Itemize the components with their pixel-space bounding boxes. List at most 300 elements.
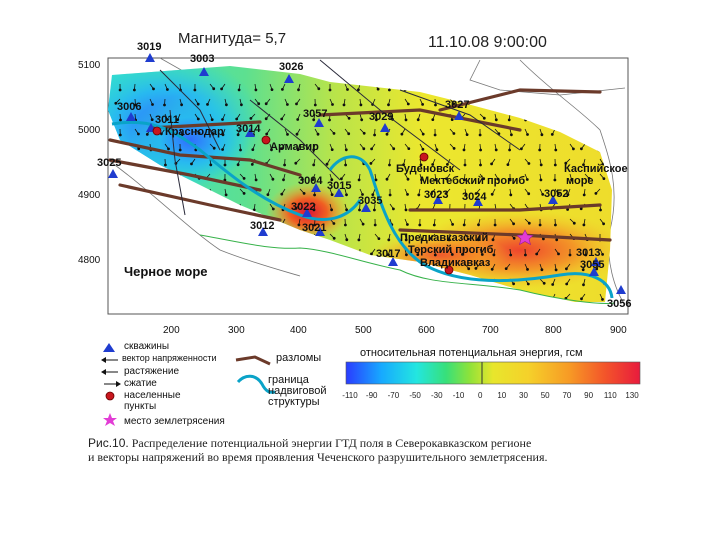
vector-arrow-head xyxy=(602,253,604,255)
vector-arrow-head xyxy=(528,222,530,224)
well-label: 3027 xyxy=(445,99,470,111)
vector-arrow-head xyxy=(343,104,345,106)
vector-arrow-head xyxy=(346,209,348,211)
colorbar-tick-label: -50 xyxy=(409,391,421,400)
vector-arrow-head xyxy=(389,194,391,196)
well-label: 3011 xyxy=(155,114,179,126)
vector-arrow-head xyxy=(251,163,253,165)
vector-arrow-head xyxy=(567,209,569,211)
vector-arrow-head xyxy=(146,133,148,135)
magnitude-label: Магнитуда= 5,7 xyxy=(178,30,287,47)
vector-arrow-head xyxy=(554,164,556,166)
vector-arrow-head xyxy=(405,119,407,121)
vector-arrow-head xyxy=(297,119,299,121)
vector-arrow-head xyxy=(166,89,168,91)
label-mekteb: Мектебский прогиб xyxy=(420,175,526,187)
vector-arrow-head xyxy=(296,103,298,105)
well-label: 3013 xyxy=(576,247,601,259)
vector-arrow-head xyxy=(524,254,526,256)
vector-arrow-head xyxy=(133,89,135,91)
legend-boundary-line1: граница xyxy=(268,374,309,386)
well-label: 3006 xyxy=(117,101,142,113)
vector-arrow-head xyxy=(389,164,391,166)
well-label: 3024 xyxy=(462,191,487,203)
vector-arrow-head xyxy=(463,149,465,151)
y-tick: 5100 xyxy=(78,60,101,71)
vector-arrow-head xyxy=(583,194,585,196)
colorbar-tick-label: -30 xyxy=(431,391,443,400)
caption-line1: Распределение потенциальной энергии ГТД поля в Северокавказском регионе xyxy=(131,436,532,450)
vector-arrow-head xyxy=(281,88,283,90)
vector-arrow-head xyxy=(491,163,493,165)
legend-stretch-label: растяжение xyxy=(124,366,180,377)
vector-arrow-head xyxy=(495,149,497,151)
colorbar-tick-label: -90 xyxy=(365,391,378,400)
vector-arrow-head xyxy=(528,193,530,195)
colorbar xyxy=(346,362,640,384)
vector-arrow-head xyxy=(295,162,297,164)
settlement-budennovsk xyxy=(420,153,428,161)
legend-settlements-label xyxy=(124,390,181,412)
vector-arrow-head xyxy=(197,118,199,120)
vector-arrow-head xyxy=(556,239,558,241)
x-tick: 500 xyxy=(355,325,372,336)
vector-arrow-head xyxy=(317,133,319,135)
vector-arrow-head xyxy=(361,119,363,121)
label-krasnodar: Краснодар xyxy=(165,126,224,138)
label-predkav-2: Терский прогиб xyxy=(408,244,494,256)
colorbar-tick-label: -10 xyxy=(452,391,465,400)
vector-arrow-head xyxy=(222,119,224,121)
vector-arrow-head xyxy=(253,209,255,211)
vector-arrow-head xyxy=(168,148,170,150)
vector-arrow-head xyxy=(580,208,582,210)
vector-arrow-head xyxy=(495,119,497,121)
vector-arrow-head xyxy=(479,134,481,136)
vector-arrow-head xyxy=(210,164,212,166)
well-label: 3021 xyxy=(302,222,327,234)
vector-arrow-head xyxy=(539,224,541,226)
vector-arrow-head xyxy=(314,104,316,106)
vector-arrow-head xyxy=(435,104,437,106)
vector-arrow-head xyxy=(240,104,242,106)
vector-arrow-head xyxy=(298,224,300,226)
vector-arrow-head xyxy=(363,148,365,150)
colorbar-tick-label: -70 xyxy=(387,391,400,400)
x-tick: 900 xyxy=(610,325,627,336)
legend-boundary-label xyxy=(268,375,326,408)
vector-arrow-head xyxy=(318,88,320,90)
label-armavir: Армавир xyxy=(270,141,319,153)
vector-arrow-head xyxy=(422,148,424,150)
vector-arrow-head xyxy=(520,148,522,150)
vector-arrow-head xyxy=(252,149,254,151)
vector-arrow-head xyxy=(581,298,583,300)
vector-arrow-head xyxy=(303,192,305,194)
vector-arrow-head xyxy=(272,208,274,210)
well-label: 3014 xyxy=(236,123,261,135)
vector-arrow-head xyxy=(243,192,245,194)
label-budennovsk: Буденовск xyxy=(396,163,455,175)
legend-settlement-icon xyxy=(106,392,114,400)
vector-arrow-head xyxy=(224,164,226,166)
vector-arrow-head xyxy=(491,193,493,195)
vector-arrow-head xyxy=(326,163,328,165)
vector-arrow-head xyxy=(207,103,209,105)
colorbar-tick-label: 90 xyxy=(584,391,594,400)
vector-arrow-head xyxy=(422,103,424,105)
y-tick: 4800 xyxy=(78,255,101,266)
vector-arrow-head xyxy=(197,103,199,105)
vector-arrow-head xyxy=(573,222,575,224)
vector-arrow-head xyxy=(539,149,541,151)
vector-arrow-head xyxy=(602,298,604,300)
colorbar-title: относительная потенциальная энергия, гсм xyxy=(360,347,583,359)
x-tick: 200 xyxy=(163,325,180,336)
vector-arrow-head xyxy=(374,224,376,226)
colorbar-ticks xyxy=(342,391,639,400)
vector-arrow-head xyxy=(344,224,346,226)
well-label: 3012 xyxy=(250,220,275,232)
vector-arrow-head xyxy=(120,119,122,121)
legend-boundary-line3: структуры xyxy=(268,396,320,408)
vector-arrow-head xyxy=(508,119,510,121)
vector-arrow-head xyxy=(345,164,347,166)
vector-arrow-head xyxy=(265,103,267,105)
vector-arrow-head xyxy=(225,194,227,196)
vector-arrow-head xyxy=(419,224,421,226)
legend-epicenter-label: место землетрясения xyxy=(124,416,225,427)
vector-arrow-head xyxy=(284,164,286,166)
label-black-sea: Черное море xyxy=(124,264,208,279)
vector-arrow-head xyxy=(255,89,257,91)
vector-arrow-head xyxy=(417,119,419,121)
vector-arrow-head xyxy=(480,149,482,151)
vector-arrow-head xyxy=(405,209,407,211)
vector-arrow-head xyxy=(265,118,267,120)
vector-arrow-head xyxy=(377,88,379,90)
vector-arrow-head xyxy=(238,89,240,91)
vector-arrow-head xyxy=(491,268,493,270)
vector-arrow-head xyxy=(331,209,333,211)
vector-arrow-head xyxy=(296,133,298,135)
legend-wells-label: скважины xyxy=(124,341,170,352)
colorbar-tick-label: 130 xyxy=(625,391,639,400)
vector-arrow-head xyxy=(386,133,388,135)
vector-arrow-head xyxy=(138,148,140,150)
vector-arrow-head xyxy=(258,103,260,105)
vector-arrow-head xyxy=(358,239,360,241)
vector-arrow-head xyxy=(554,179,556,181)
legend-well-icon xyxy=(103,343,115,352)
vector-arrow-head xyxy=(552,284,554,286)
x-tick: 300 xyxy=(228,325,245,336)
vector-arrow-head xyxy=(451,119,453,121)
vector-arrow-head xyxy=(527,268,529,270)
label-predkav-1: Предкавказский xyxy=(400,232,489,244)
vector-arrow-head xyxy=(566,283,568,285)
colorbar-tick-label: -110 xyxy=(342,391,358,400)
vector-arrow-head xyxy=(513,283,515,285)
vector-arrow-head xyxy=(528,163,530,165)
vector-arrow-head xyxy=(194,89,196,91)
legend-settlements-line2: пункты xyxy=(124,401,157,412)
vector-arrow-head xyxy=(478,224,480,226)
vector-arrow-head xyxy=(527,283,529,285)
legend-boundary-line2: надвиговой xyxy=(268,385,327,397)
vector-arrow-head xyxy=(375,179,377,181)
vector-arrow-head xyxy=(137,133,139,135)
legend-compress-label: сжатие xyxy=(124,378,157,389)
vector-arrow-head xyxy=(281,118,283,120)
vector-arrow-head xyxy=(507,164,509,166)
vector-arrow-head xyxy=(222,149,224,151)
vector-arrow-head xyxy=(492,239,494,241)
colorbar-tick-label: 110 xyxy=(603,391,617,400)
well-label: 3052 xyxy=(544,188,569,200)
vector-arrow-head xyxy=(551,133,553,135)
vector-arrow-head xyxy=(357,89,359,91)
vector-arrow-head xyxy=(432,119,434,121)
vector-arrow-head xyxy=(164,164,166,166)
vector-arrow-head xyxy=(298,89,300,91)
vector-arrow-head xyxy=(526,179,528,181)
vector-arrow-head xyxy=(558,253,560,255)
vector-arrow-head xyxy=(346,239,348,241)
vector-arrow-head xyxy=(283,179,285,181)
settlement-armavir xyxy=(262,136,270,144)
vector-arrow-head xyxy=(333,132,335,134)
well-label: 3055 xyxy=(580,259,605,271)
vector-arrow-head xyxy=(271,89,273,91)
vector-arrow-head xyxy=(211,119,213,121)
vector-arrow-head xyxy=(333,223,335,225)
vector-arrow-head xyxy=(348,117,350,119)
vector-arrow-head xyxy=(119,134,121,136)
vector-arrow-head xyxy=(433,224,435,226)
vector-arrow-head xyxy=(464,164,466,166)
vector-arrow-head xyxy=(331,194,333,196)
vector-arrow-head xyxy=(536,253,538,255)
vector-arrow-head xyxy=(595,192,597,194)
vector-arrow-head xyxy=(386,178,388,180)
vector-arrow-head xyxy=(314,194,316,196)
caption-line2: и векторы напряжений во время проявления Чеченского разрушительного землетрясения. xyxy=(88,450,548,464)
vector-arrow-head xyxy=(509,149,511,151)
vector-arrow-head xyxy=(505,268,507,270)
vector-arrow-head xyxy=(407,178,409,180)
well-label: 3025 xyxy=(97,157,122,169)
vector-arrow-head xyxy=(388,104,390,106)
vector-arrow-head xyxy=(388,239,390,241)
well-label: 3057 xyxy=(303,108,328,120)
vector-arrow-head xyxy=(600,209,602,211)
x-tick: 600 xyxy=(418,325,435,336)
vector-arrow-head xyxy=(191,163,193,165)
vector-arrow-head xyxy=(213,88,215,90)
vector-arrow-head xyxy=(434,134,436,136)
vector-arrow-head xyxy=(513,237,515,239)
vector-arrow-head xyxy=(510,254,512,256)
well-label: 3026 xyxy=(279,61,304,73)
vector-arrow-head xyxy=(152,104,154,106)
vector-arrow-head xyxy=(348,133,350,135)
vector-arrow-head xyxy=(332,104,334,106)
well-label: 3003 xyxy=(190,53,215,65)
vector-arrow-head xyxy=(483,117,485,119)
vector-arrow-head xyxy=(164,104,166,106)
well-label: 3023 xyxy=(424,189,449,201)
well-label: 3022 xyxy=(291,201,316,213)
label-caspian-1: Каспийское xyxy=(564,163,628,175)
vector-arrow-head xyxy=(555,269,557,271)
vector-arrow-head xyxy=(362,223,364,225)
vector-arrow-head xyxy=(542,238,544,240)
vector-arrow-head xyxy=(286,104,288,106)
legend-faults-label: разломы xyxy=(276,352,322,364)
well-label: 3017 xyxy=(376,248,401,260)
vector-arrow-head xyxy=(494,224,496,226)
vector-arrow-head xyxy=(583,224,585,226)
vector-arrow-head xyxy=(569,254,571,256)
vector-arrow-head xyxy=(213,147,215,149)
colorbar-tick-label: 0 xyxy=(477,391,483,400)
vector-arrow-head xyxy=(358,179,360,181)
vector-arrow-head xyxy=(540,179,542,181)
y-tick: 5000 xyxy=(78,125,101,136)
figure-caption xyxy=(88,436,648,464)
vector-arrow-head xyxy=(255,179,257,181)
well-label: 3029 xyxy=(369,111,394,123)
vector-arrow-head xyxy=(363,132,365,134)
well-label: 3056 xyxy=(607,298,632,310)
vector-arrow-head xyxy=(388,89,390,91)
vector-arrow-head xyxy=(221,88,223,90)
vector-arrow-head xyxy=(408,148,410,150)
vector-arrow-head xyxy=(313,164,315,166)
x-tick: 700 xyxy=(482,325,499,336)
vector-arrow-head xyxy=(418,194,420,196)
vector-arrow-head xyxy=(543,282,545,284)
vector-arrow-head xyxy=(580,148,582,150)
vector-arrow-head xyxy=(407,193,409,195)
caption-label: Рис.10. xyxy=(88,436,129,450)
legend-vector-label: вектор напряженности xyxy=(122,353,217,363)
vector-arrow-head xyxy=(540,164,542,166)
vector-arrow-head xyxy=(179,149,181,151)
vector-arrow-head xyxy=(436,149,438,151)
datetime-label: 11.10.08 9:00:00 xyxy=(428,34,547,51)
vector-arrow-head xyxy=(453,133,455,135)
vector-arrow-head xyxy=(565,268,567,270)
vector-arrow-head xyxy=(333,237,335,239)
vector-arrow-head xyxy=(287,133,289,135)
vector-arrow-head xyxy=(360,104,362,106)
vector-arrow-head xyxy=(393,148,395,150)
vector-arrow-head xyxy=(453,147,455,149)
x-tick: 800 xyxy=(545,325,562,336)
vector-arrow-head xyxy=(346,194,348,196)
vector-arrow-head xyxy=(236,118,238,120)
vector-arrow-head xyxy=(452,223,454,225)
vector-arrow-head xyxy=(603,178,605,180)
vector-arrow-head xyxy=(181,104,183,106)
vector-arrow-head xyxy=(583,284,585,286)
legend-fault-icon xyxy=(236,357,270,364)
vector-arrow-head xyxy=(541,269,543,271)
vector-arrow-head xyxy=(603,223,605,225)
vector-arrow-head xyxy=(153,88,155,90)
vector-arrow-head xyxy=(240,149,242,151)
label-caspian-2: море xyxy=(566,175,594,187)
label-vladikavkaz: Владикавказ xyxy=(420,257,491,269)
colorbar-tick-label: 50 xyxy=(540,391,550,400)
vector-arrow-head xyxy=(371,148,373,150)
vector-arrow-head xyxy=(331,149,333,151)
vector-arrow-head xyxy=(463,224,465,226)
vector-arrow-head xyxy=(151,119,153,121)
colorbar-tick-label: 70 xyxy=(562,391,572,400)
colorbar-tick-label: 10 xyxy=(497,391,507,400)
well-3021 xyxy=(302,222,326,236)
vector-arrow-head xyxy=(513,223,515,225)
vector-arrow-head xyxy=(266,133,268,135)
vector-arrow-head xyxy=(370,162,372,164)
vector-arrow-head xyxy=(406,224,408,226)
legend-epicenter-icon xyxy=(103,413,117,426)
vector-arrow-head xyxy=(554,224,556,226)
vector-arrow-head xyxy=(541,134,543,136)
vector-arrow-head xyxy=(401,133,403,135)
vector-arrow-head xyxy=(267,194,269,196)
vector-arrow-head xyxy=(510,134,512,136)
vector-arrow-head xyxy=(510,194,512,196)
vector-arrow-head xyxy=(373,209,375,211)
vector-arrow-head xyxy=(480,164,482,166)
x-tick: 400 xyxy=(290,325,307,336)
vector-arrow-head xyxy=(119,89,121,91)
vector-arrow-head xyxy=(329,119,331,121)
vector-arrow-head xyxy=(374,134,376,136)
vector-arrow-head xyxy=(407,103,409,105)
vector-arrow-head xyxy=(347,89,349,91)
settlement-krasnodar xyxy=(153,127,161,135)
y-tick: 4900 xyxy=(78,190,101,201)
well-label: 3004 xyxy=(298,175,323,187)
vector-arrow-head xyxy=(572,148,574,150)
well-label: 3015 xyxy=(327,180,352,192)
vector-arrow-head xyxy=(225,104,227,106)
legend-settlements-line1: населенные xyxy=(124,390,181,401)
vector-arrow-head xyxy=(345,149,347,151)
vector-arrow-head xyxy=(329,89,331,91)
vector-arrow-head xyxy=(422,133,424,135)
vector-arrow-head xyxy=(371,253,373,255)
vector-arrow-head xyxy=(359,209,361,211)
vector-arrow-head xyxy=(555,149,557,151)
vector-arrow-head xyxy=(466,134,468,136)
well-label: 3035 xyxy=(358,195,383,207)
vector-arrow-head xyxy=(281,193,283,195)
well-3014 xyxy=(236,123,261,137)
vector-arrow-head xyxy=(237,164,239,166)
vector-arrow-head xyxy=(527,134,529,136)
vector-arrow-head xyxy=(250,117,252,119)
vector-arrow-head xyxy=(272,178,274,180)
well-label: 3019 xyxy=(137,41,162,53)
vector-arrow-head xyxy=(243,177,245,179)
vector-arrow-head xyxy=(392,208,394,210)
